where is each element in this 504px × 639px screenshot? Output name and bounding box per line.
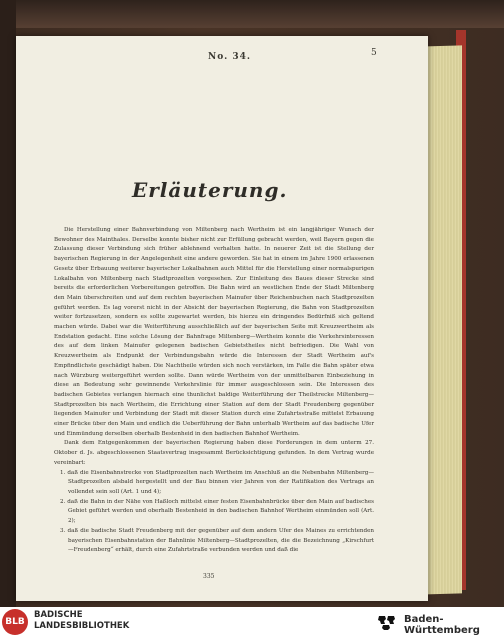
book-cover-left: [0, 0, 16, 607]
library-name[interactable]: [34, 610, 129, 632]
book-cover-top: [0, 0, 504, 28]
body-text: [54, 226, 374, 556]
list-item: 3. daß die badische Stadt Freudenberg mit der gegenüber auf dem andern Ufer des Maines zu errichtenden bayerischen Eisenbahnstation der Bahnlinie Miltenberg—Stadtprozelten, die die Bezeichnung „Kirschfurt—Freudenberg“ erhält, durch eine Zufahrtstraße verbunden werden und daß die: [60, 527, 374, 554]
page-title: Erläuterung.: [132, 178, 288, 202]
agreement-list: [54, 469, 374, 556]
library-name-line1: BADISCHE: [34, 610, 83, 620]
list-item: 1. daß die Eisenbahnstrecke von Stadtprozelten nach Wertheim im Anschluß an die Nebenbahn Miltenberg—Stadtprozelten alsbald hergestellt und der Bau binnen vier Jahren von der Ratifikation des Vertrags an vollendet sein soll (Art. 1 und 4);: [60, 469, 374, 495]
baden-wuerttemberg-lions-icon: [376, 612, 400, 632]
page-folio: 5: [371, 48, 377, 58]
paragraph-1: Die Herstellung einer Bahnverbindung von Miltenberg nach Wertheim ist ein langjähriger Wunsch der Bewohner des Mainthales. Derselbe konnte bisher nicht zur Erfüllung gebracht werden, weil Bayern gegen die Zulassung dieser Verbindung sich früher ablehnend verhalten hatte. In neuerer Zeit ist die Stellung der bayerischen Regierung in der Angelegenheit eine andere geworden. Sie hat in einem im Jahre 1900 erlassenen Gesetz über Erbauung weiterer bayerischer Lokalbahnen auch Mittel für die Herstellung einer normalspurigen Lokalbahn von Miltenberg nach Stadtprozelten vorgesehen. Zur Einleitung des Baues dieser Strecke sind bereits die erforderlichen Vorbereitungen getroffen. Die Bahn wird an westlichen Ende der Stadt Miltenberg den Main überschreiten und auf dem rechten bayerischen Mainufer über Reichenbuchen nach Stadtprozelten geführt werden. Es lag vorerst nicht in der Absicht der bayerischen Regierung, die Bahn von Stadtprozelten weiter fortzusetzen, sondern es sollte zugewartet werden, bis hierzu ein dringendes Bedürfniß sich geltend machen würde. Dabei war die Weiterführung ausschließlich auf der bayerischen Seite mit Kreuzwertheim als Endstation gedacht. Eine solche Lösung der Bahnfrage Miltenberg—Wertheim konnte die Verkehrsinteressen des auf dem linken Mainufer gelegenen badischen Gebietstheiles nicht befriedigen. Die Wahl von Kreuzwertheim als Endpunkt der Verbindungsbahn würde die Interessen der Stadt Wertheim auf's Empfindlichste geschädigt haben. Die Nachtheile würden sich noch verstärken, im Falle die Bahn später etwa nach Würzburg weitergeführt werden sollte. Dann würde Wertheim von der unmittelbaren Einbeziehung in diese an Bedeutung sehr gewinnende Verkehrslinie für immer ausgeschlossen sein. Die Interessen des badischen Gebietes verlangen hiernach eine thunlichst baldige Weiterführung der Theilstrecke Miltenberg—Stadtprozelten bis nach Wertheim, die Errichtung einer Station auf dem der Stadt Freudenberg gegenüber liegenden Mainufer und Verbindung der Stadt mit dieser Station durch eine Zufahrtsstraße mittelst Erbauung einer Brücke über den Main und endlich die Ueberführung der Bahn unterhalb Wertheim auf das badische Ufer und Einmündung derselben oberhalb Bestenheid in den badischen Bahnhof Wertheim.: [54, 227, 374, 437]
blb-logo-icon[interactable]: BLB: [2, 609, 28, 635]
state-name[interactable]: Baden-Württemberg: [404, 614, 480, 636]
bottom-page-number: 335: [203, 573, 215, 580]
paragraph-2: Dank dem Entgegenkommen der bayerischen Regierung haben diese Forderungen in dem unterm 27. Oktober d. Js. abgeschlossenen Staatsvertrag insgesammt Berücksichtigung gefunden. In dem Vertrag wurde vereinbart:: [54, 440, 374, 466]
document-number: No. 34.: [208, 52, 251, 62]
list-item: 2. daß die Bahn in der Nähe von Haßloch mittelst einer festen Eisenbahnbrücke über den Main auf badisches Gebiet geführt werden und oberhalb Bestenheid in den badischen Bahnhof Wertheim einmünden soll (Art. 2);: [60, 498, 374, 525]
library-name-line2: LANDESBIBLIOTHEK: [34, 621, 130, 631]
